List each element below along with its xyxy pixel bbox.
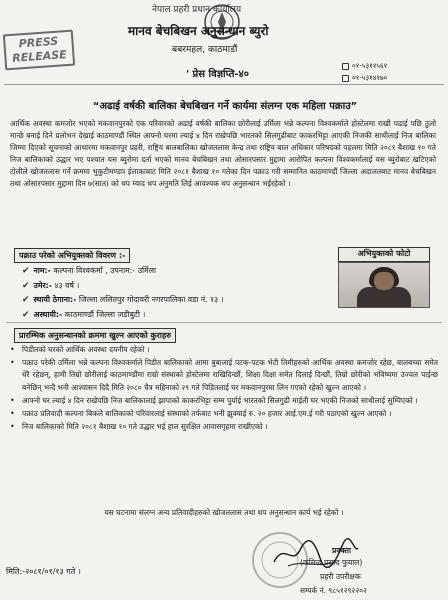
suspect-detail-row [22,264,224,279]
signatory-designation: प्रवक्ता [332,546,351,555]
phone-list [342,60,387,84]
phone-number: ०१-५३११५६१ [352,62,388,70]
detail-label: नाम:- [33,266,51,275]
checkmark-icon: ✔ [22,280,30,291]
phone-icon [342,75,349,82]
phone-line [342,72,387,84]
detail-label: स्थायी ठेगाना:- [33,295,77,305]
bullet-icon: • [10,345,15,354]
detail-value-alias: उर्मिला [135,266,157,275]
release-title: “अढाई वर्षकी बालिका बेचबिखन गर्ने कार्यमा संलग्न एक महिला पक्राउ” [92,101,358,112]
detail-value: कल्पना विश्वकर्मा , उपनाम:- [53,266,136,275]
list-item [10,421,438,433]
list-item [10,344,438,356]
detail-label: उमेर:- [33,280,53,290]
bureau-name: मानव बेचबिखन अनुसन्धान ब्युरो [128,24,269,38]
phone-icon [342,63,349,70]
release-date: मिति:-२०८१/०१/१३ गते । [6,567,81,576]
phone-line [342,60,387,72]
bullet-icon: • [10,422,15,432]
organization-name: नेपाल प्रहरी प्रधान कार्यालय [152,5,242,15]
press-stamp-line1: PRESS [18,34,59,51]
detail-value: ४३ वर्ष । [54,280,80,290]
suspect-detail-row [22,293,224,308]
press-stamp-line2: RELEASE [11,48,68,65]
suspect-photo-heading: अभियुक्तको फोटो [338,247,430,262]
suspect-photo [338,262,430,308]
checkmark-icon: ✔ [22,309,30,320]
release-body: आर्थिक अवस्था कमजोर भएको मकवानपुरको एक परिवारको अढाई वर्षकी बालिका छोरीलाई उर्मिला भन्ने कल्पना विश्वकर्माले होस्टेलमा राखी पढाई पछि ठुलो मान्छे बनाई दिने प्रलोभन देखाई काठमाण्डौं स्थित आफ्नो घरमा ल्याई ४ दिन राखेपछि भारतको सिलगुढीबाट काकरभिट्टा आएकी निजकी साथीलाई निज बालिका जिम्मा दिएको सूचनाको आधारमा मकवानपुर प्रहरी, राष्ट्रिय बालबालिका खोजतलास केन्द्र तथा राष्ट्रिय बाल अधिकार परिषदको पहलमा मिति २०८१ बैशाख १० गते निज बालिकाको उद्धार भए पश्चात यस ब्युरोमा दर्ता भएको मानव बेचबिखन तथा ओसारपसार मुद्दामा आरोपित कल्पना विश्वकर्मालाई यस ब्युरोबाट खटिएको टोलीले खोजतलास गर्ने क्रममा भुकुटीमण्डप ईलाकाबाट मिति २०८१ बैशाख १० गतेका दिन पक्राउ गरी सम्मानित काठमाण्डौं जिल्ला अदालतबाट मानव बेचबिखन तथा ओसारपसार मुद्दामा दिन ७(सात) को थप म्याद थप अनुमति लिई आवश्यक थप अनुसन्धान भईरहेको । [10,119,436,188]
bullet-icon: • [10,409,15,419]
detail-label: अस्थायी:- [33,309,63,319]
suspect-detail-row [22,308,224,323]
point-text: पिडीतको घरको आर्थिक अवस्था दयनीय रहेको । [22,345,150,354]
closing-statement: यस घटनामा संलग्न अन्य प्रतिवादीहरुको खोजतलास तथा थप अनुसन्धान कार्य भई रहेको । [104,508,344,517]
point-text: निज बालिकाको मिति २०८१ बैशाख १० गते उद्धार भई हाल सुरक्षित आवासगृहमा राखीएको । [22,422,268,432]
list-item [10,395,438,407]
point-text: पक्राउ परेकी उर्मिला भन्ने कल्पना विश्वकर्माले पिडीत बालिकाको आमा बुबालाई पटक-पटक भेटी तिमीहरुको आर्थिक अवस्था कमजोर रहेछ, बालबच्चा समेत धेरै रहेछन्, हामी तिम्रो छोरीलाई काठमाण्डौंमा राम्रो संस्थाको होस्टेलमा राखिदिन्छौं, शिक्षा दिक्षा समेत दिलाई दिन्छौं, तिम्रो छोरीको भविष्यमा उज्वल पाईन्छ बनेछिन् भन्दै भनी आश्वासन दिदै मिति २०८० चैत्र महिनाको २९ गते पिडितलाई घर मकवानपुरमा लिन गएको रहेको खुल्न आएको । [22,358,438,392]
point-text: पक्राउ प्रतिवादी कल्पना बिकले बालिकाको परिवारलाई संस्थाको तर्फबाट भनी झुक्याई रु. २० हजार आई.एम.ई गरी पठाएको खुल्न आएको । [22,409,392,419]
point-text: आफ्नो घर ल्याई ४ दिन राखेपछि निज बालिकालाई झापाको काकरभिट्टा सम्म पुर्याई भारतको सिलगुढी माईती घर भएकी निजको साथीलाई सुम्पिएको । [22,395,418,405]
suspect-detail-row [22,279,224,294]
checkmark-icon: ✔ [22,295,30,306]
list-item [10,357,438,394]
section-divider [6,322,442,323]
investigation-points [10,344,438,434]
bullet-icon: • [10,358,15,368]
checkmark-icon: ✔ [22,266,30,276]
detail-value: काठमाण्डौं जिल्ला जडीबुटी । [64,309,146,319]
signatory-contact: सम्पर्क नं. ९८५१२९२२०२ [300,586,367,595]
office-location: बबरमहल, काठमाडौं [172,45,238,55]
signatory-name: (कमिन्द्र प्रसाद फुयाल) [300,558,363,567]
press-release-stamp [3,30,75,71]
suspect-details [22,264,224,322]
phone-number: ०१-५३१४१७० [352,74,388,82]
press-notice-number: ' प्रेस विज्ञप्ति-४० [186,69,249,80]
detail-value: जिल्ला ललितपुर गोदावरी नगरपालिका वडा नं. १३ । [78,295,224,305]
signatory-rank: प्रहरी उपरीक्षक [320,572,361,581]
list-item [10,408,438,420]
header-divider [4,84,444,85]
investigation-heading: प्रारम्भिक अनुसन्धानको क्रममा खुल्न आएको कुराहरु [14,328,176,343]
bullet-icon: • [10,395,15,405]
suspect-details-heading: पक्राउ परेको अभियुक्तको विवरण :- [14,248,130,263]
